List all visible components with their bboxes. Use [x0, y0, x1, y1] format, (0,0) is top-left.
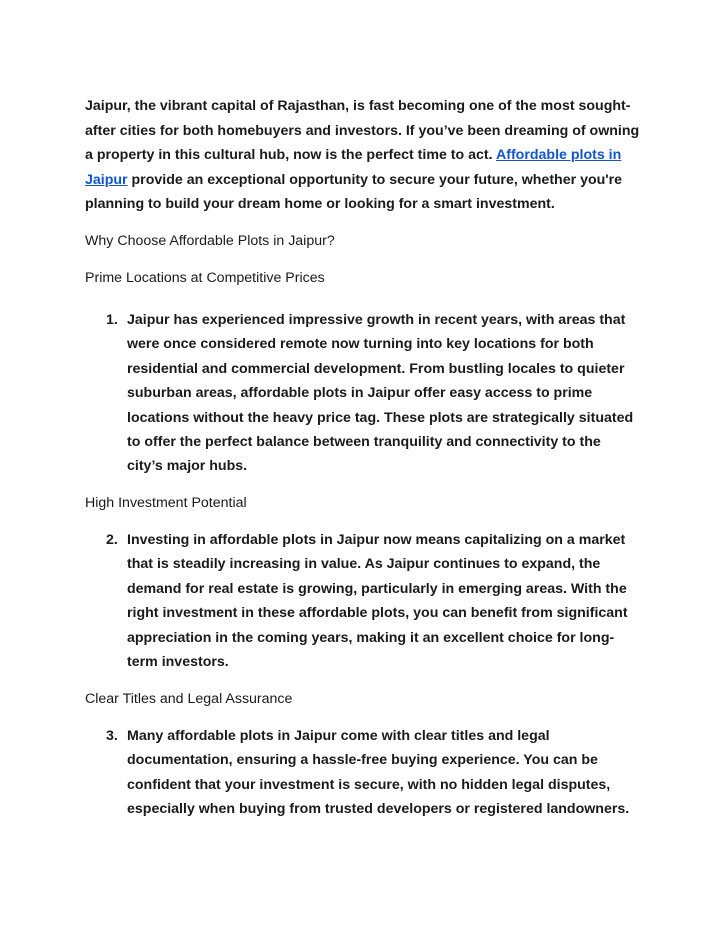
list-item-1: [106, 308, 636, 479]
section-heading-legal-assurance: Clear Titles and Legal Assurance: [85, 691, 293, 707]
list-item-text: Investing in affordable plots in Jaipur now means capitalizing on a market that is steadily increasing in value. As Jaipur continues to expand, the demand for real estate is growing, particularly in emerging areas. With the right investment in these affordable plots, you can benefit from significant appreciation in the coming years, making it an excellent choice for long-term investors.: [127, 532, 628, 671]
list-number: 2.: [106, 532, 118, 548]
intro-text-start: Jaipur, the vibrant capital of Rajasthan, is fast becoming one of the most sought-after cities for both homebuyers and investors. If you’ve been dreaming of owning a property in this cultural hub, now is the perfect time to act.: [85, 98, 640, 163]
list-number: 3.: [106, 728, 118, 744]
list-item-3: [106, 724, 636, 822]
affordable-plots-link[interactable]: Affordable plots in Jaipur: [85, 147, 622, 188]
list-item-2: [106, 528, 636, 674]
list-item-text: Many affordable plots in Jaipur come with clear titles and legal documentation, ensuring a hassle-free buying experience. You can be confident that your investment is secure, with no hidden legal disputes, especially when buying from trusted developers or registered landowners.: [127, 728, 630, 818]
intro-text-end: provide an exceptional opportunity to secure your future, whether you're planning to build your dream home or looking for a smart investment.: [85, 171, 623, 212]
main-heading: Why Choose Affordable Plots in Jaipur?: [85, 233, 335, 249]
list-item-text: Jaipur has experienced impressive growth in recent years, with areas that were once considered remote now turning into key locations for both residential and commercial development. From bustling locales to quieter suburban areas, affordable plots in Jaipur offer easy access to prime locations without the heavy price tag. These plots are strategically situated to offer the perfect balance between tranquility and connectivity to the city’s major hubs.: [127, 312, 634, 475]
intro-paragraph: [85, 94, 645, 217]
section-heading-investment-potential: High Investment Potential: [85, 495, 247, 511]
section-heading-prime-locations: Prime Locations at Competitive Prices: [85, 270, 325, 286]
list-number: 1.: [106, 312, 118, 328]
